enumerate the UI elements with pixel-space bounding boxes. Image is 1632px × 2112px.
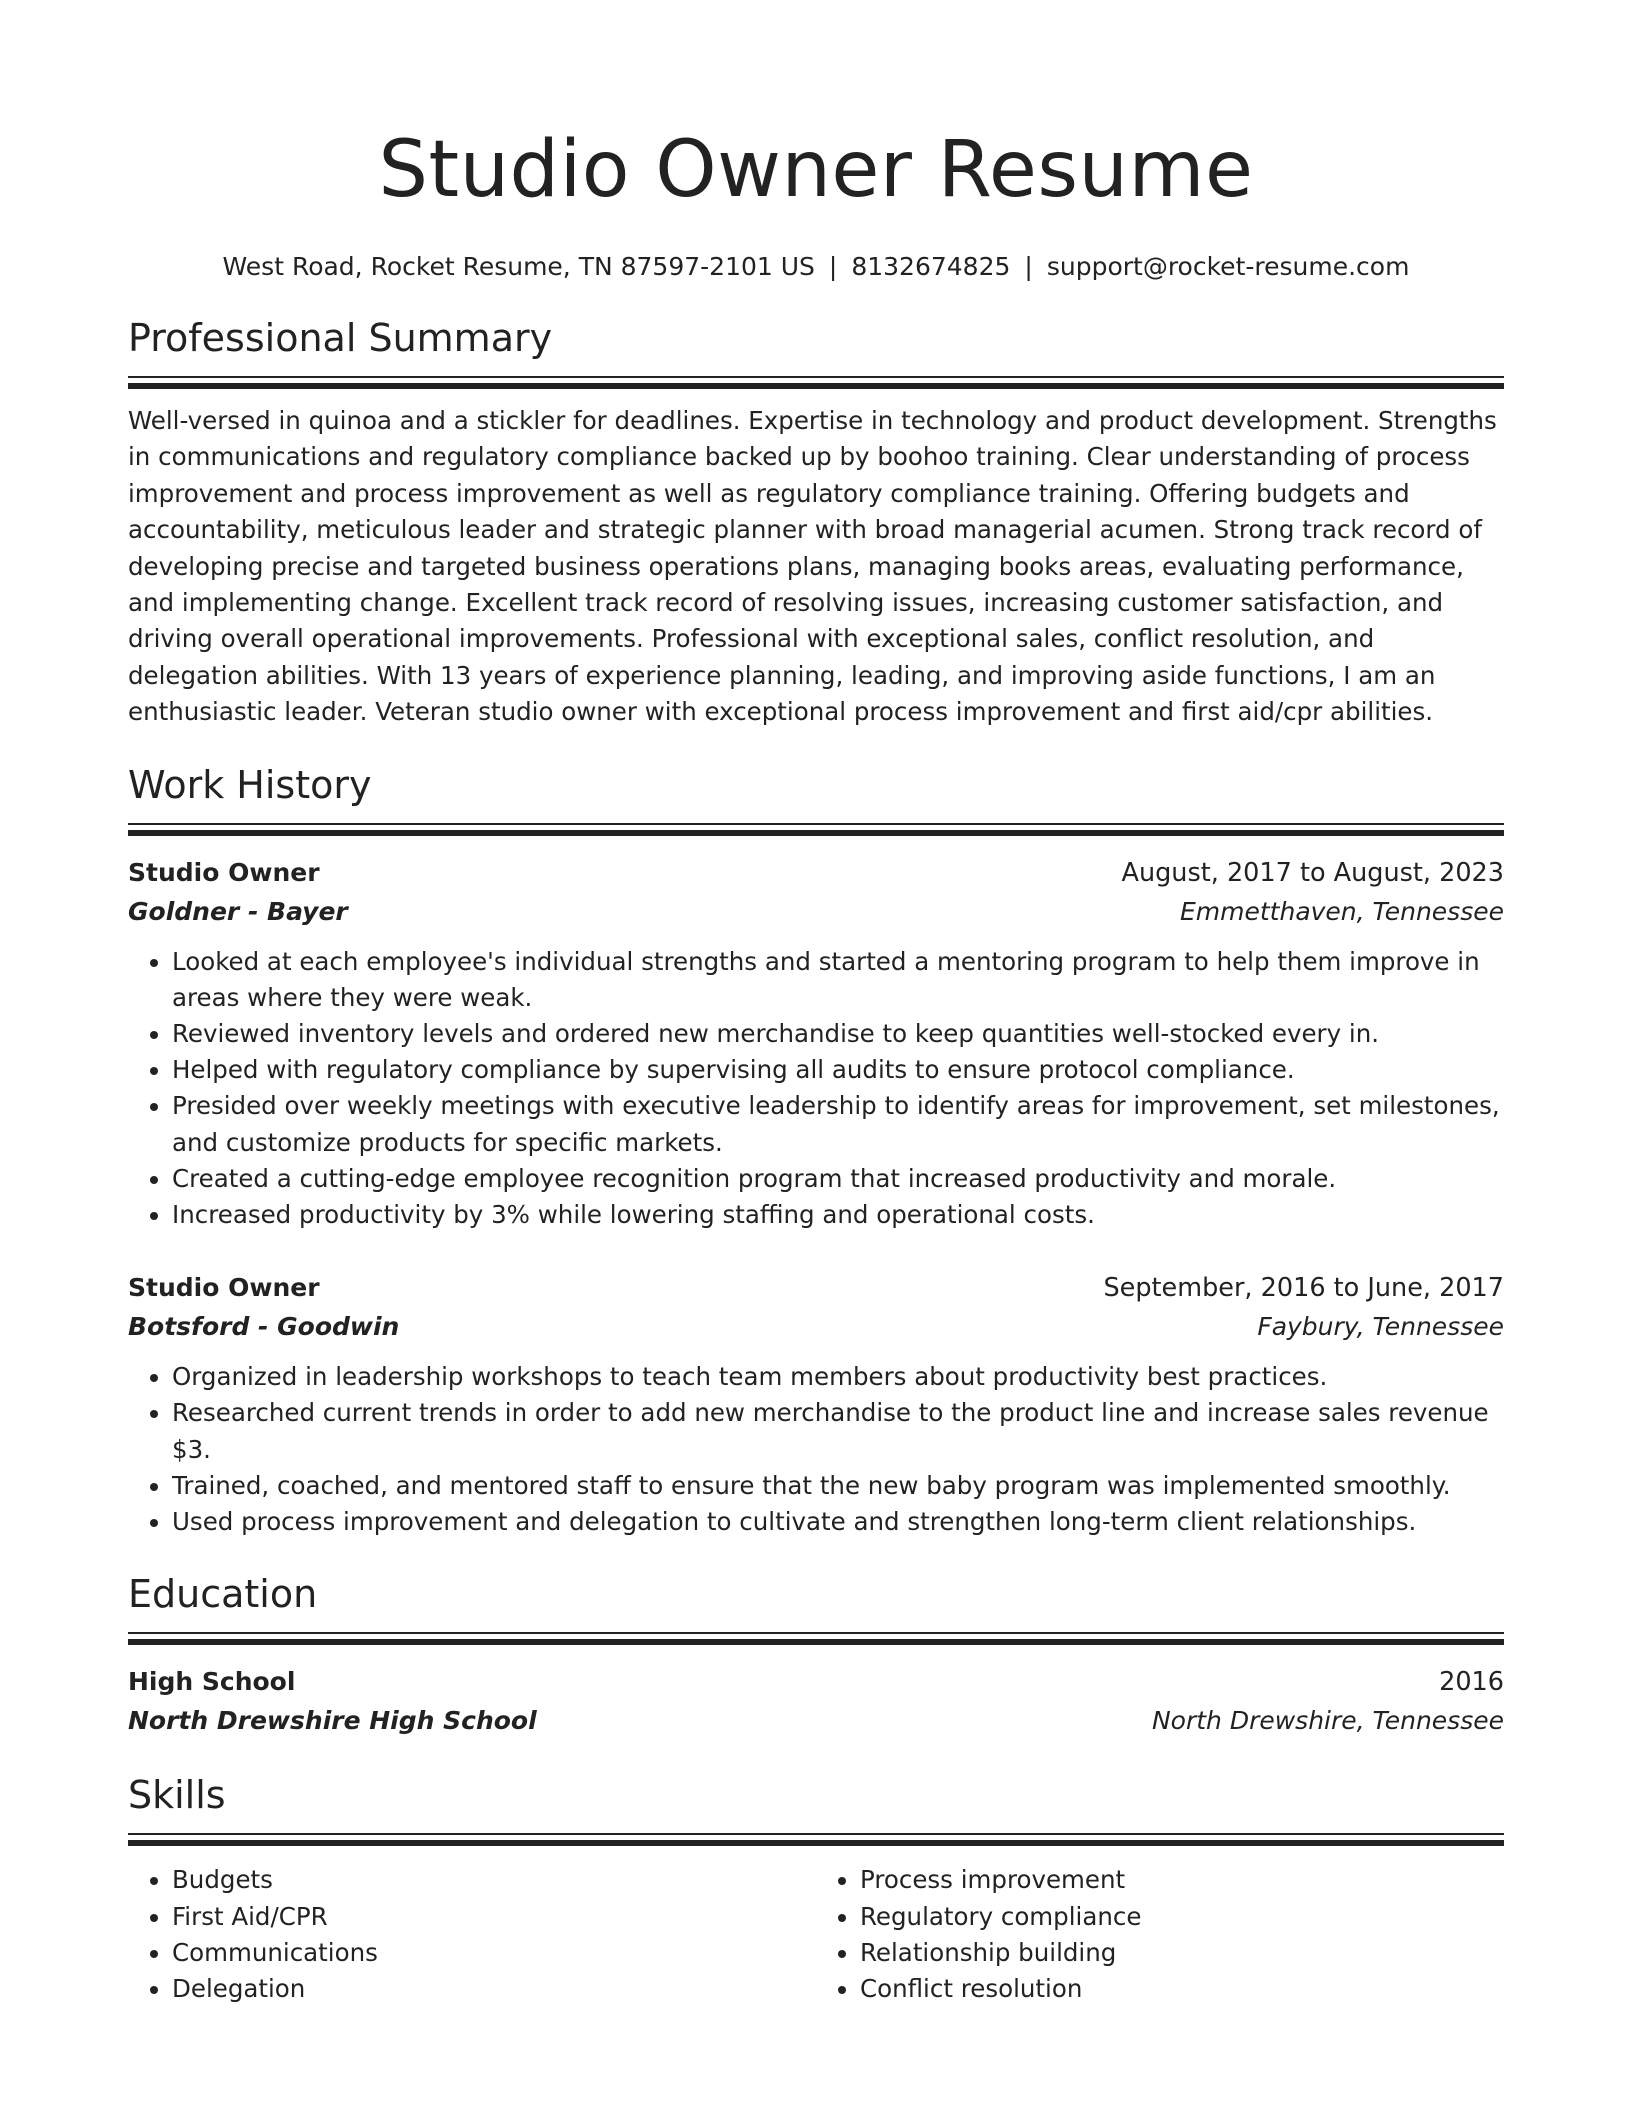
- skill-item: • Relationship building: [860, 1935, 1504, 1971]
- job-dates: September, 2016 to June, 2017: [1103, 1273, 1504, 1304]
- contact-phone: 8132674825: [851, 252, 1011, 281]
- education-degree: High School: [128, 1667, 296, 1697]
- section-divider: [128, 1632, 1504, 1645]
- job-title: Studio Owner: [128, 857, 320, 887]
- section-title-work-history: Work History: [128, 762, 372, 807]
- contact-line: [128, 250, 1504, 284]
- skills-section: [128, 1769, 1504, 2007]
- summary-text: Well-versed in quinoa and a stickler for deadlines. Expertise in technology and product development. Strengths in communications and regulatory compliance backed up by boohoo training. Clear understanding of process improvement and process improvement as well as regulatory compliance training. Offering budgets and accountability, meticulous leader and strategic planner with broad managerial acumen. Strong track record of developing precise and targeted business operations plans, managing books areas, evaluating performance, and implementing change. Excellent track record of resolving issues, increasing customer satisfaction, and driving overall operational improvements. Professional with exceptional sales, conflict resolution, and delegation abilities. With 13 years of experience planning, leading, and improving aside functions, I am an enthusiastic leader. Veteran studio owner with exceptional process improvement and first aid/cpr abilities.: [128, 406, 1497, 727]
- job-bullets: [128, 944, 1504, 1234]
- job-entry: [128, 854, 1504, 1234]
- contact-email: support@rocket-resume.com: [1046, 252, 1410, 281]
- skill-item: • Delegation: [172, 1971, 816, 2007]
- job-location: Faybury, Tennessee: [1257, 1312, 1504, 1342]
- job-bullet: • Looked at each employee's individual strengths and started a mentoring program to help them improve in areas where they were weak.: [172, 944, 1504, 1016]
- job-bullet: • Created a cutting-edge employee recognition program that increased productivity and morale.: [172, 1161, 1504, 1197]
- contact-separator: |: [1024, 252, 1033, 281]
- job-bullet: • Researched current trends in order to add new merchandise to the product line and increase sales revenue $3.: [172, 1395, 1504, 1467]
- education-entry: [128, 1663, 1504, 1741]
- skill-item: • Communications: [172, 1935, 816, 1971]
- skills-column-left: [128, 1862, 816, 2007]
- summary-section: [128, 312, 1504, 731]
- skills-list: [128, 1862, 1504, 2007]
- skill-item: • First Aid/CPR: [172, 1899, 816, 1935]
- job-bullet: • Reviewed inventory levels and ordered new merchandise to keep quantities well-stocked every in.: [172, 1016, 1504, 1052]
- job-company: Goldner - Bayer: [128, 896, 348, 926]
- education-year: 2016: [1439, 1667, 1504, 1698]
- job-bullet: • Used process improvement and delegation to cultivate and strengthen long-term client relationships.: [172, 1504, 1504, 1540]
- contact-address: West Road, Rocket Resume, TN 87597-2101 US: [222, 252, 815, 281]
- skill-item: • Budgets: [172, 1862, 816, 1898]
- job-bullet: • Trained, coached, and mentored staff to ensure that the new baby program was implemented smoothly.: [172, 1468, 1504, 1504]
- job-bullets: [128, 1359, 1504, 1540]
- skill-item: • Regulatory compliance: [860, 1899, 1504, 1935]
- contact-separator: |: [828, 252, 838, 281]
- job-bullet: • Organized in leadership workshops to teach team members about productivity best practices.: [172, 1359, 1504, 1395]
- section-divider: [128, 376, 1504, 389]
- skill-item: • Conflict resolution: [860, 1971, 1504, 2007]
- section-title-education: Education: [128, 1572, 318, 1617]
- education-section: [128, 1568, 1504, 1741]
- job-location: Emmetthaven, Tennessee: [1179, 896, 1504, 926]
- section-divider: [128, 1833, 1504, 1846]
- section-title-skills: Skills: [128, 1773, 226, 1818]
- skills-column-right: [816, 1862, 1504, 2007]
- skill-item: • Process improvement: [860, 1862, 1504, 1898]
- job-bullet: • Increased productivity by 3% while lowering staffing and operational costs.: [172, 1197, 1504, 1233]
- work-history-section: [128, 759, 1504, 1541]
- job-entry: [128, 1269, 1504, 1540]
- section-title-summary: Professional Summary: [128, 316, 553, 360]
- job-company: Botsford - Goodwin: [128, 1312, 400, 1342]
- section-divider: [128, 823, 1504, 836]
- education-school: North Drewshire High School: [128, 1706, 537, 1736]
- job-bullet: • Presided over weekly meetings with executive leadership to identify areas for improvement, set milestones, and customize products for specific markets.: [172, 1088, 1504, 1160]
- resume-title: Studio Owner Resume: [378, 125, 1254, 215]
- education-location: North Drewshire, Tennessee: [1151, 1706, 1504, 1736]
- job-title: Studio Owner: [128, 1273, 320, 1303]
- job-bullet: • Helped with regulatory compliance by supervising all audits to ensure protocol compliance.: [172, 1052, 1504, 1088]
- job-dates: August, 2017 to August, 2023: [1121, 857, 1504, 888]
